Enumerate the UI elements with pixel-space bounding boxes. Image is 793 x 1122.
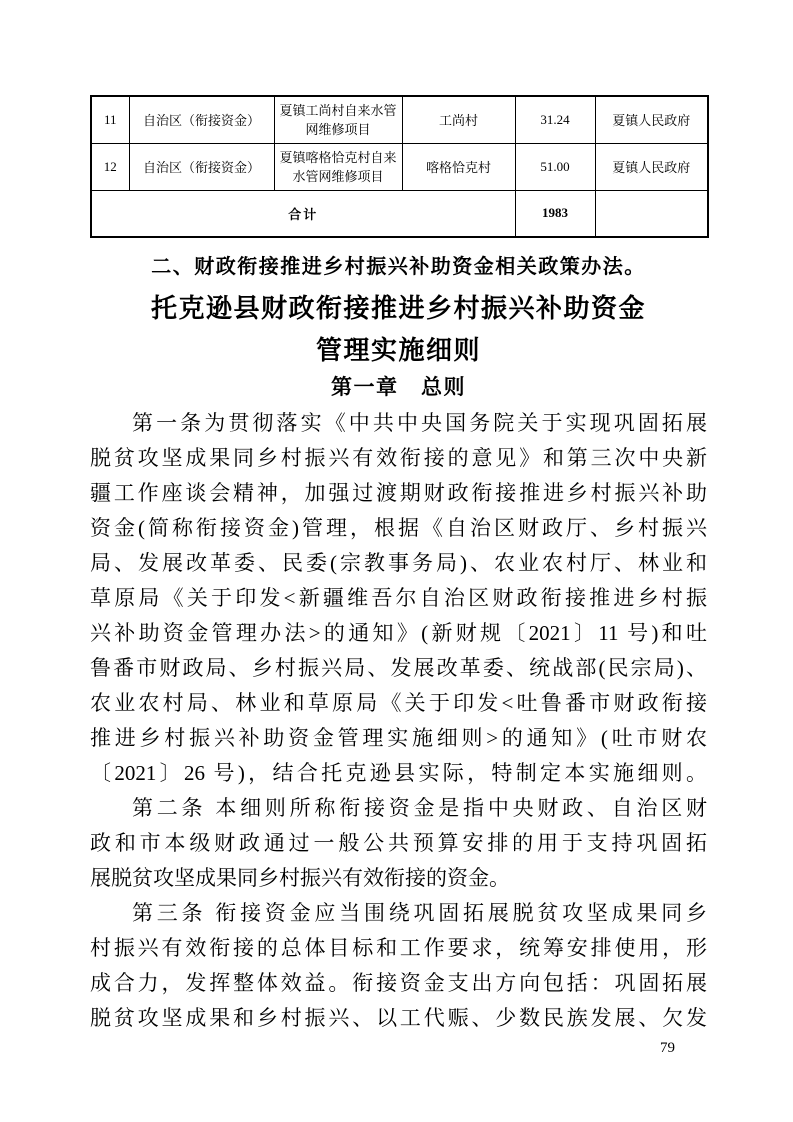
funding-projects-table [90,95,709,238]
text-line: 疆工作座谈会精神，加强过渡期财政衔接推进乡村振兴补助 [90,481,707,505]
cell-serial-number: 12 [91,143,129,190]
section-heading: 二、财政衔接推进乡村振兴补助资金相关政策办法。 [151,256,646,278]
cell-amount: 31.24 [515,96,595,143]
text-line: 村振兴有效衔接的总体目标和工作要求，统筹安排使用，形 [90,936,707,960]
text-line: 第二条 本细则所称衔接资金是指中央财政、自治区财 [132,796,707,820]
document-title-line2: 管理实施细则 [315,336,481,365]
text-line: 第一条为贯彻落实《中共中央国务院关于实现巩固拓展 [132,411,707,435]
cell-amount: 51.00 [515,143,595,190]
cell-project-name: 夏镇喀格恰克村自来水管网维修项目 [274,143,402,190]
text-line: 推进乡村振兴补助资金管理实施细则>的通知》(吐市财农 [90,726,707,750]
cell-fund-type: 自治区（衔接资金） [129,143,274,190]
text-line: 成合力，发挥整体效益。衔接资金支出方向包括：巩固拓展 [90,971,707,995]
cell-project-name: 夏镇工尚村自来水管网维修项目 [274,96,402,143]
document-title-line1: 托克逊县财政衔接推进乡村振兴补助资金 [150,294,646,323]
cell-total-label: 合计 [91,190,515,237]
text-line: 资金(简称衔接资金)管理，根据《自治区财政厅、乡村振兴 [90,516,707,540]
paragraph-1 [90,406,707,791]
cell-total-agency [595,190,708,237]
body-text [90,406,707,1036]
paragraph-3 [90,896,707,1036]
text-line: 农业农村局、林业和草原局《关于印发<吐鲁番市财政衔接 [90,691,707,715]
table-total-row [91,190,708,237]
cell-agency: 夏镇人民政府 [595,143,708,190]
paragraph-2 [90,791,707,896]
text-line: 政和市本级财政通过一般公共预算安排的用于支持巩固拓 [90,831,707,855]
cell-agency: 夏镇人民政府 [595,96,708,143]
text-line: 脱贫攻坚成果和乡村振兴、以工代赈、少数民族发展、欠发 [90,1006,707,1030]
cell-village: 工尚村 [402,96,515,143]
cell-fund-type: 自治区（衔接资金） [129,96,274,143]
table-row [91,96,708,143]
text-line: 展脱贫攻坚成果同乡村振兴有效衔接的资金。 [90,866,510,890]
cell-serial-number: 11 [91,96,129,143]
text-line: 第三条 衔接资金应当围绕巩固拓展脱贫攻坚成果同乡 [132,901,707,925]
text-line: 鲁番市财政局、乡村振兴局、发展改革委、统战部(民宗局)、 [90,656,707,680]
document-title [90,288,707,372]
cell-village: 喀格恰克村 [402,143,515,190]
text-line: 脱贫攻坚成果同乡村振兴有效衔接的意见》和第三次中央新 [90,446,707,470]
text-line: 兴补助资金管理办法>的通知》(新财规〔2021〕11 号)和吐 [90,621,707,645]
cell-total-amount: 1983 [515,190,595,237]
chapter-heading: 第一章 总则 [331,375,466,399]
text-line: 局、发展改革委、民委(宗教事务局)、农业农村厅、林业和 [90,551,707,575]
text-line: 草原局《关于印发<新疆维吾尔自治区财政衔接推进乡村振 [90,586,707,610]
table-row [91,143,708,190]
page-number: 79 [660,1040,675,1056]
text-line: 〔2021〕26 号)，结合托克逊县实际，特制定本实施细则。 [90,761,707,785]
